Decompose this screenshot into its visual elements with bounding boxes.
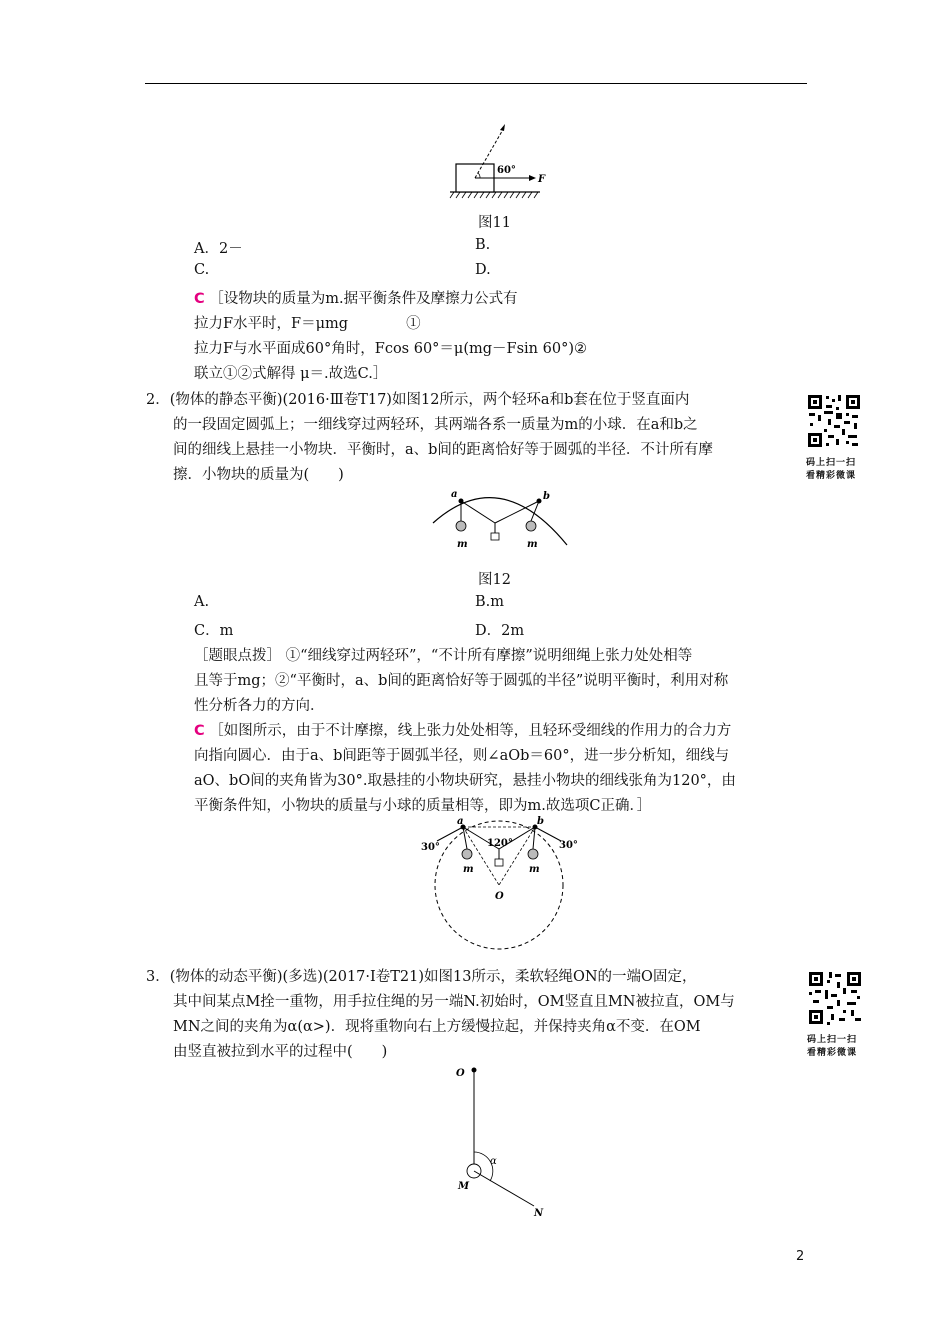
q2-line3: 间的细线上悬挂一小物块．平衡时，a、b间的距离恰好等于圆弧的半径．不计所有摩 — [173, 442, 713, 458]
fig12s-label-o: O — [495, 891, 504, 902]
q2-line2: 的一段固定圆弧上；一细线穿过两轻环，其两端各系一质量为m的小球．在a和b之 — [173, 417, 698, 433]
qr-caption-1a: 码上扫一扫 — [806, 458, 857, 468]
fig12s-angle-left: 30° — [421, 842, 440, 853]
fig11-angle-label: 60° — [497, 165, 516, 176]
q3-line3: MN之间的夹角为α(α>)．现将重物向右上方缓慢拉起，并保持夹角α不变．在OM — [173, 1019, 701, 1035]
q2-line1: 2．(物体的静态平衡)(2016·Ⅲ卷T17)如图12所示，两个轻环a和b套在位于竖直面内 — [146, 392, 690, 408]
q2-solution-line4: 平衡条件知，小物块的质量与小球的质量相等，即为m.故选项C正确．］ — [194, 798, 652, 814]
fig11-force-label: F — [538, 174, 546, 185]
page-number: 2 — [796, 1249, 805, 1264]
fig13-label-m: M — [458, 1181, 470, 1192]
q1-option-b: B. — [475, 237, 491, 253]
q2-answer-letter: C — [194, 723, 205, 739]
figure-13 — [450, 1060, 560, 1220]
fig12-caption: 图12 — [478, 572, 511, 588]
fig12-label-m-right: m — [527, 539, 538, 550]
q2-solution-text1: ［如图所示，由于不计摩擦，线上张力处处相等，且轻环受细线的作用力的合力方 — [209, 723, 732, 739]
q2-hint-line1: ［题眼点拨］ ①“细线穿过两轻环”，“不计所有摩擦”说明细绳上张力处处相等 — [194, 648, 693, 664]
q2-hint-line3: 性分析各力的方向． — [194, 698, 325, 714]
qr-caption-1b: 看精彩微课 — [806, 471, 857, 481]
fig13-label-alpha: α — [490, 1156, 497, 1167]
q2-solution-line2: 向指向圆心．由于a、b间距等于圆弧半径，则∠aOb＝60°，进一步分析知，细线与 — [194, 748, 730, 764]
fig11-caption: 图11 — [478, 215, 511, 231]
q1-option-d: D. — [475, 262, 491, 278]
fig12-label-b: b — [543, 491, 550, 502]
q3-line1: 3．(物体的动态平衡)(多选)(2017·Ⅰ卷T21)如图13所示，柔软轻绳ON的一端O固定， — [146, 969, 697, 985]
header-rule — [145, 83, 807, 84]
q1-answer-line2: 拉力F水平时，F＝μmg ① — [194, 316, 421, 332]
figure-12-solution — [415, 815, 605, 950]
figure-12 — [425, 483, 575, 563]
qr-code-1 — [806, 393, 862, 481]
fig12s-label-m-left: m — [463, 864, 474, 875]
fig13-label-o: O — [456, 1068, 465, 1079]
fig12s-label-b: b — [537, 816, 544, 827]
q2-option-d: D．2m — [475, 623, 525, 639]
q2-solution-line3: aO、bO间的夹角皆为30°.取悬挂的小物块研究，悬挂小物块的细线张角为120°，由 — [194, 773, 736, 789]
q3-line2: 其中间某点M拴一重物，用手拉住绳的另一端N.初始时，OM竖直且MN被拉直，OM与 — [173, 994, 735, 1010]
qr-image-1 — [806, 393, 862, 449]
figure-11 — [440, 118, 550, 208]
q1-answer-line4: 联立①②式解得 μ＝.故选C.］ — [194, 366, 388, 382]
q1-answer-line1 — [194, 287, 518, 308]
q3-line4: 由竖直被拉到水平的过程中( ) — [173, 1044, 388, 1060]
q2-option-c: C．m — [194, 623, 234, 639]
q2-option-a: A. — [194, 594, 210, 610]
q1-answer-line3: 拉力F与水平面成60°角时，Fcos 60°＝μ(mg－Fsin 60°)② — [194, 341, 587, 357]
qr-caption-2a: 码上扫一扫 — [807, 1035, 858, 1045]
qr-caption-2b: 看精彩微课 — [807, 1048, 858, 1058]
fig12s-label-m-right: m — [529, 864, 540, 875]
fig12-label-a: a — [451, 489, 458, 500]
q2-hint-line2: 且等于mg；②“平衡时，a、b间的距离恰好等于圆弧的半径”说明平衡时，利用对称 — [194, 673, 729, 689]
fig13-label-n: N — [534, 1208, 544, 1219]
q1-option-c: C. — [194, 262, 210, 278]
qr-image-2 — [807, 970, 863, 1026]
fig12s-angle-mid: 120° — [487, 838, 513, 849]
q2-option-b: B.m — [475, 594, 505, 610]
fig12s-angle-right: 30° — [559, 840, 578, 851]
q1-option-a: A．2－ — [194, 241, 243, 257]
q2-solution-line1 — [194, 719, 731, 740]
qr-code-2 — [807, 970, 863, 1058]
q1-answer-letter: C — [194, 291, 205, 307]
fig12-label-m-left: m — [457, 539, 468, 550]
q1-answer-text1: ［设物块的质量为m.据平衡条件及摩擦力公式有 — [209, 291, 518, 307]
fig12s-label-a: a — [457, 816, 464, 827]
q2-line4: 擦．小物块的质量为( ) — [173, 467, 344, 483]
